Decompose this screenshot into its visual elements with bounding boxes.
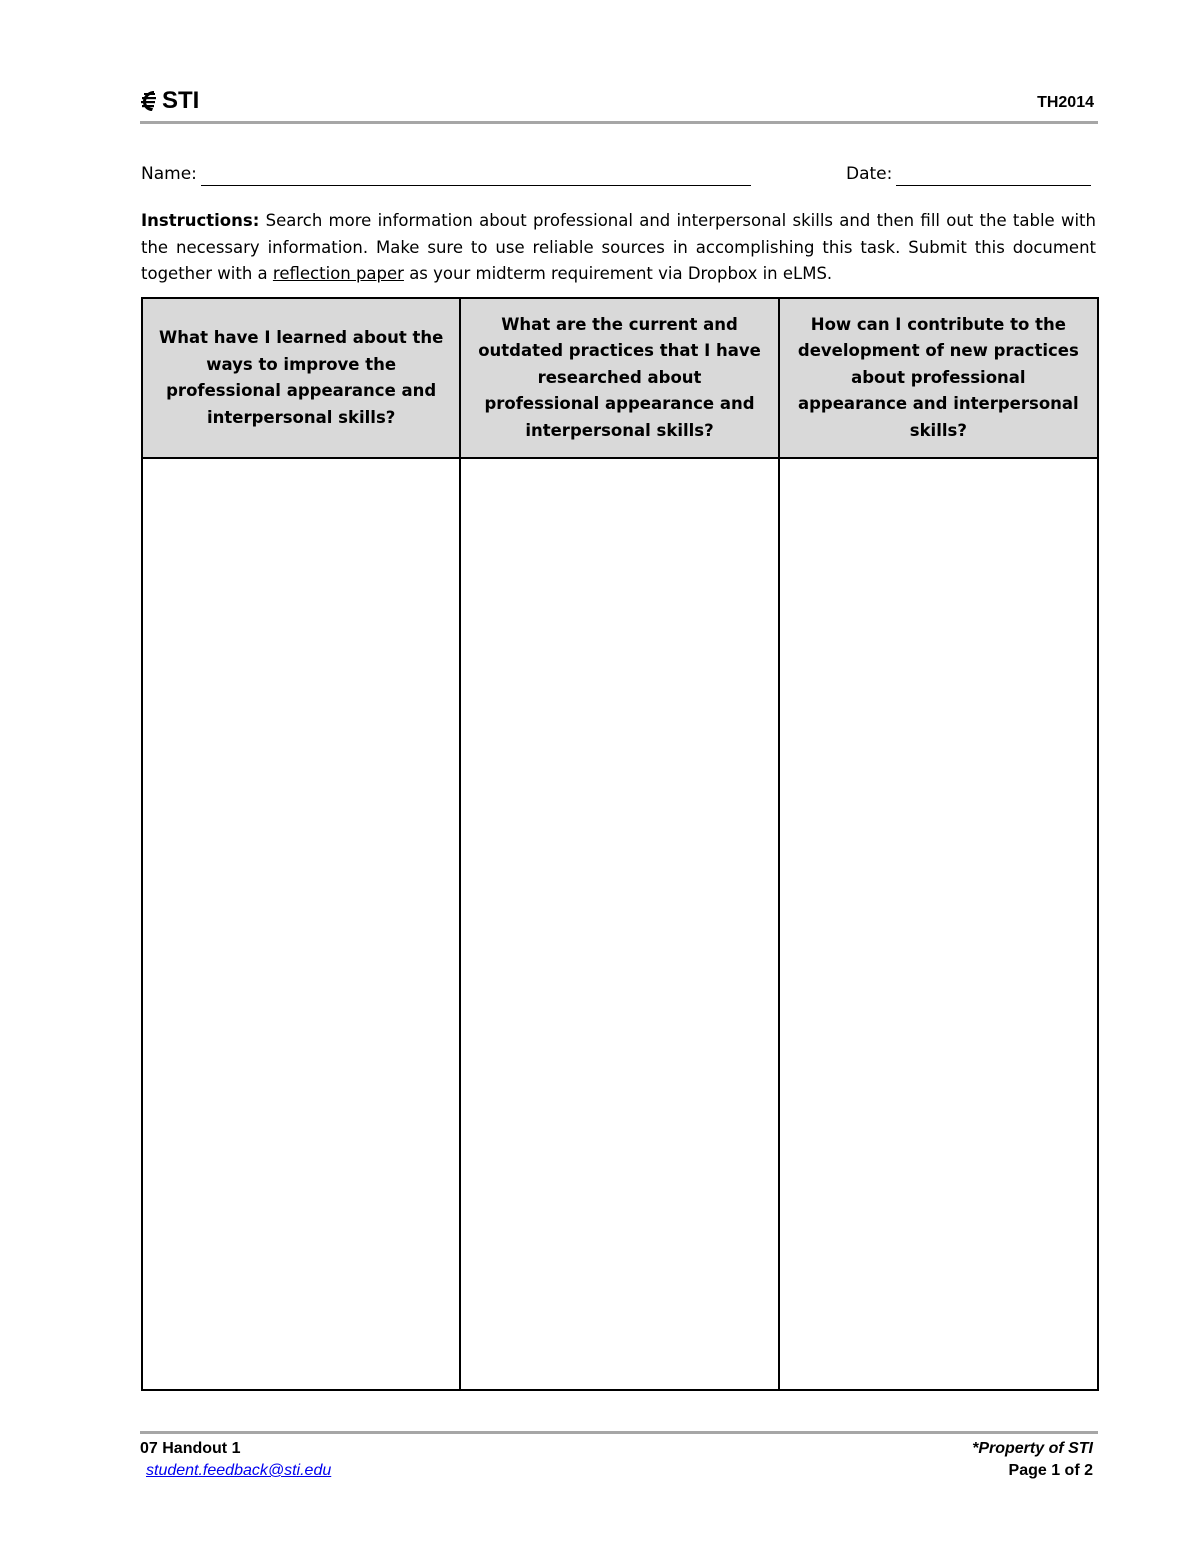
answer-cell-learned[interactable] xyxy=(142,458,460,1390)
date-label: Date: xyxy=(846,164,893,184)
instructions-text-2: as your midterm requirement via Dropbox in eLMS. xyxy=(403,264,833,283)
feedback-email-link[interactable]: student.feedback@sti.edu xyxy=(146,1462,332,1479)
reflection-table xyxy=(141,297,1099,1391)
column-header-practices: What are the current and outdated practices that I have researched about professional appearance and interpersonal skills? xyxy=(460,298,778,458)
header-divider xyxy=(140,121,1098,124)
document-code: TH2014 xyxy=(1037,94,1094,111)
name-field-row xyxy=(141,162,751,186)
sti-logo xyxy=(140,86,199,116)
footer-right xyxy=(972,1438,1093,1482)
column-header-learned: What have I learned about the ways to improve the professional appearance and interpersonal skills? xyxy=(142,298,460,458)
logo-text: STI xyxy=(162,87,200,114)
footer-divider xyxy=(140,1431,1098,1434)
page-number: Page 1 of 2 xyxy=(1008,1462,1093,1479)
reflection-paper-text: reflection paper xyxy=(272,264,404,283)
table-header-row xyxy=(142,298,1098,458)
name-field[interactable] xyxy=(201,167,751,186)
answer-cell-contribute[interactable] xyxy=(779,458,1098,1390)
name-label: Name: xyxy=(141,164,197,184)
property-label: *Property of STI xyxy=(972,1440,1093,1457)
instructions-lead: Instructions: xyxy=(141,211,260,230)
date-field-row xyxy=(846,162,1091,186)
column-header-contribute: How can I contribute to the development of new practices about professional appearance and interpersonal skills? xyxy=(779,298,1098,458)
instructions-text-1: Search more information about professional and interpersonal skills and then fill out the table with the necessary information. Make sure to use reliable sources in accomplishing this task. Submit this document together with a xyxy=(141,211,1096,283)
sti-globe-icon xyxy=(140,88,160,114)
answer-cell-practices[interactable] xyxy=(460,458,778,1390)
handout-label: 07 Handout 1 xyxy=(140,1440,241,1457)
table-row xyxy=(142,458,1098,1390)
page-header xyxy=(140,86,1098,120)
date-field[interactable] xyxy=(896,167,1091,186)
footer-left xyxy=(140,1438,331,1482)
instructions-paragraph xyxy=(141,208,1096,288)
